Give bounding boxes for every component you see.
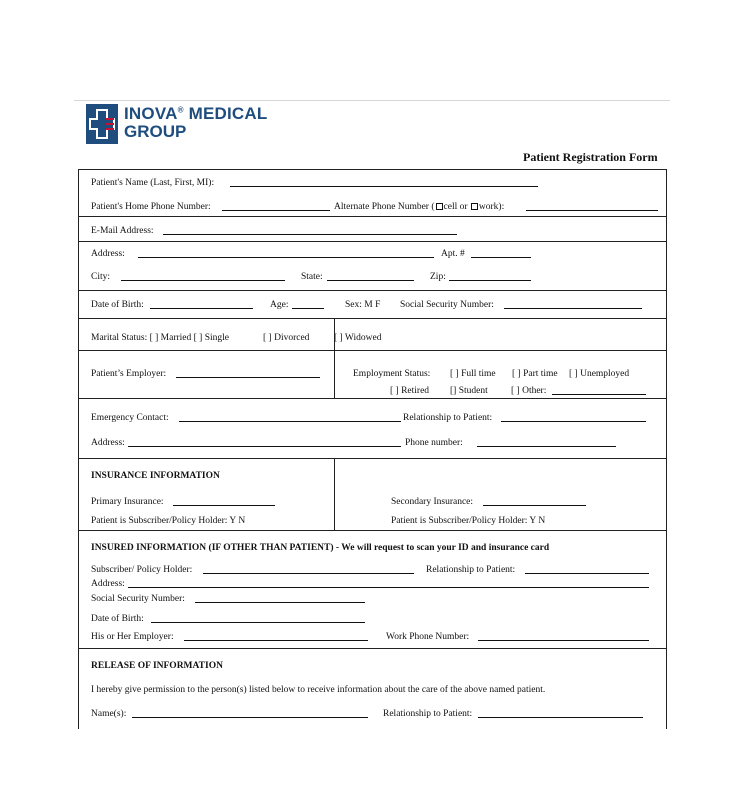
release-statement: I hereby give permission to the person(s) listed below to receive information about the care of the above named patient. [91, 685, 546, 695]
student-option[interactable]: [] Student [450, 386, 488, 396]
other-option[interactable]: [ ] Other: [511, 386, 547, 396]
home-phone-field[interactable] [222, 210, 330, 211]
secondary-insurance-label: Secondary Insurance: [391, 497, 474, 507]
marital-status[interactable]: Marital Status: [ ] Married [ ] Single [91, 333, 229, 343]
relationship-label: Relationship to Patient: [403, 413, 493, 423]
insured-dob-label: Date of Birth: [91, 614, 144, 624]
insurance-heading: INSURANCE INFORMATION [91, 471, 220, 481]
brand-name-line1: INOVA® MEDICAL [124, 104, 268, 123]
top-rule [74, 100, 670, 101]
phone-number-label: Phone number: [405, 438, 463, 448]
insured-ssn-field[interactable] [195, 602, 365, 603]
sex-label[interactable]: Sex: M F [345, 300, 381, 310]
insured-dob-field[interactable] [151, 622, 365, 623]
dob-label: Date of Birth: [91, 300, 144, 310]
subscriber-label: Subscriber/ Policy Holder: [91, 565, 193, 575]
cell-checkbox[interactable] [436, 203, 443, 210]
employer-label: Patient’s Employer: [91, 369, 167, 379]
home-phone-label: Patient's Home Phone Number: [91, 202, 211, 212]
secondary-insurance-field[interactable] [483, 505, 586, 506]
release-relationship-label: Relationship to Patient: [383, 709, 473, 719]
zip-label: Zip: [430, 272, 446, 282]
insured-relationship-field[interactable] [525, 573, 649, 574]
relationship-field[interactable] [501, 421, 646, 422]
phone-number-field[interactable] [477, 446, 616, 447]
divider [78, 216, 667, 217]
city-label: City: [91, 272, 111, 282]
primary-insurance-label: Primary Insurance: [91, 497, 164, 507]
insured-heading: INSURED INFORMATION (IF OTHER THAN PATIENT) - We will request to scan your ID and insurance card [91, 543, 550, 553]
state-field[interactable] [327, 280, 414, 281]
apt-label: Apt. # [441, 249, 465, 259]
email-label: E-Mail Address: [91, 226, 154, 236]
state-label: State: [301, 272, 323, 282]
divider [78, 318, 667, 319]
divider [78, 648, 667, 649]
insured-ssn-label: Social Security Number: [91, 594, 185, 604]
marital-divorced[interactable]: [ ] Divorced [263, 333, 310, 343]
address-field[interactable] [138, 257, 434, 258]
release-heading: RELEASE OF INFORMATION [91, 661, 223, 671]
form-frame [78, 169, 667, 729]
unemployed-option[interactable]: [ ] Unemployed [569, 369, 630, 379]
emergency-contact-field[interactable] [179, 421, 401, 422]
column-divider [334, 458, 335, 530]
primary-subscriber[interactable]: Patient is Subscriber/Policy Holder: Y N [91, 516, 246, 526]
age-label: Age: [270, 300, 289, 310]
apt-field[interactable] [471, 257, 531, 258]
retired-option[interactable]: [ ] Retired [390, 386, 430, 396]
insured-address-field[interactable] [128, 587, 649, 588]
divider [78, 350, 667, 351]
work-phone-label: Work Phone Number: [386, 632, 470, 642]
release-relationship-field[interactable] [478, 717, 643, 718]
marital-widowed[interactable]: [ ] Widowed [334, 333, 382, 343]
patient-name-label: Patient's Name (Last, First, MI): [91, 178, 215, 188]
primary-insurance-field[interactable] [173, 505, 275, 506]
subscriber-field[interactable] [203, 573, 414, 574]
address-label: Address: [91, 249, 125, 259]
secondary-subscriber[interactable]: Patient is Subscriber/Policy Holder: Y N [391, 516, 546, 526]
emergency-address-field[interactable] [128, 446, 401, 447]
insured-relationship-label: Relationship to Patient: [426, 565, 516, 575]
insured-address-label: Address: [91, 579, 125, 589]
names-field[interactable] [132, 717, 368, 718]
employment-status-label: Employment Status: [353, 369, 431, 379]
zip-field[interactable] [449, 280, 531, 281]
employer-field[interactable] [176, 377, 320, 378]
emergency-address-label: Address: [91, 438, 125, 448]
alt-phone-field[interactable] [526, 210, 658, 211]
other-field[interactable] [552, 394, 646, 395]
full-time-option[interactable]: [ ] Full time [450, 369, 496, 379]
divider [78, 398, 667, 399]
city-field[interactable] [121, 280, 285, 281]
insured-employer-field[interactable] [184, 640, 368, 641]
alt-phone-label: Alternate Phone Number ( cell or work): [334, 202, 505, 212]
inova-logo-icon [86, 104, 118, 144]
patient-name-field[interactable] [230, 186, 538, 187]
form-title: Patient Registration Form [523, 150, 658, 164]
email-field[interactable] [163, 234, 457, 235]
divider [78, 530, 667, 531]
names-label: Name(s): [91, 709, 127, 719]
age-field[interactable] [292, 308, 324, 309]
emergency-contact-label: Emergency Contact: [91, 413, 169, 423]
column-divider [334, 318, 335, 398]
dob-field[interactable] [150, 308, 253, 309]
brand-name-line2: GROUP [124, 122, 187, 141]
divider [78, 241, 667, 242]
part-time-option[interactable]: [ ] Part time [512, 369, 558, 379]
divider [78, 290, 667, 291]
work-phone-field[interactable] [478, 640, 649, 641]
work-checkbox[interactable] [471, 203, 478, 210]
ssn-label: Social Security Number: [400, 300, 494, 310]
divider [78, 458, 667, 459]
ssn-field[interactable] [504, 308, 642, 309]
insured-employer-label: His or Her Employer: [91, 632, 174, 642]
